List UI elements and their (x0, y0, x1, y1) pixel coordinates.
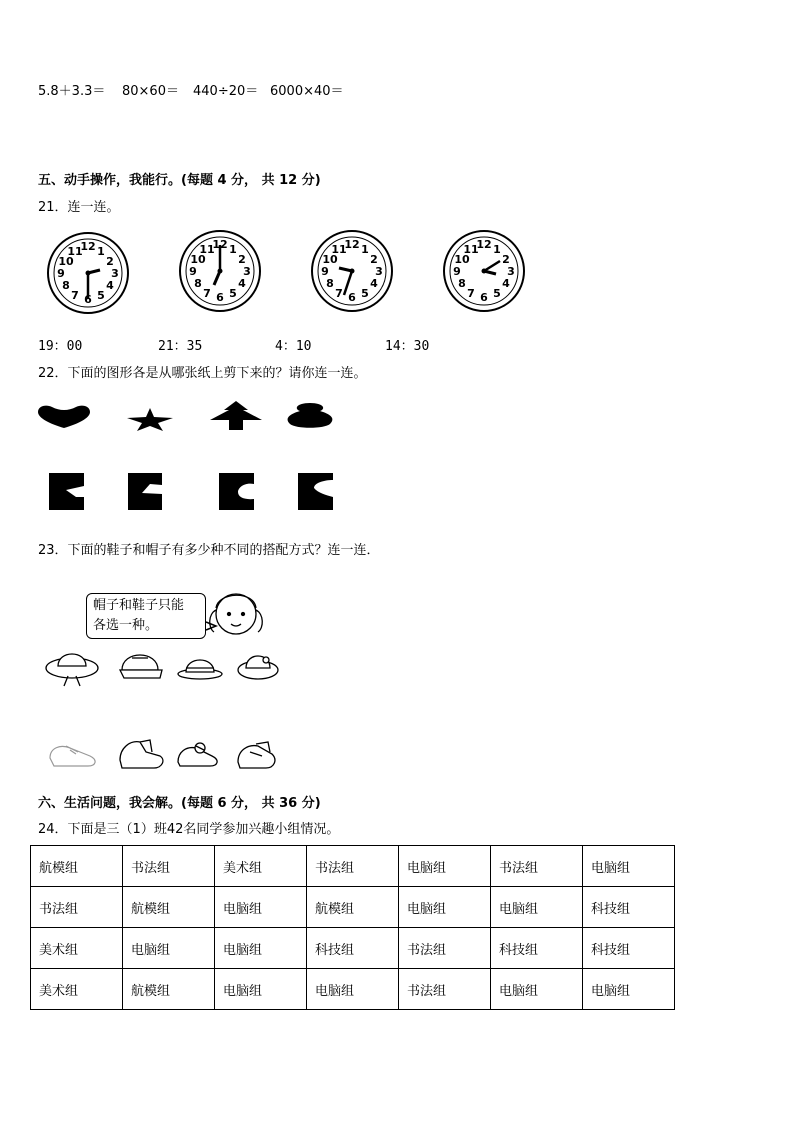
svg-text:3: 3 (507, 265, 515, 278)
table-cell: 书法组 (399, 969, 491, 1010)
time-label-2[interactable]: 21：35 (158, 339, 203, 354)
svg-text:12: 12 (80, 240, 96, 253)
svg-text:11: 11 (67, 245, 83, 258)
svg-text:11: 11 (199, 243, 215, 256)
table-cell: 美术组 (31, 969, 123, 1010)
svg-text:2: 2 (370, 253, 378, 266)
interest-group-table (30, 845, 675, 1010)
svg-text:6: 6 (84, 293, 92, 306)
calc-item-4: 6000×40＝ (270, 84, 344, 99)
svg-text:4: 4 (502, 277, 510, 290)
svg-text:8: 8 (458, 277, 466, 290)
svg-text:7: 7 (203, 287, 211, 300)
svg-text:12: 12 (344, 238, 360, 251)
svg-text:11: 11 (331, 243, 347, 256)
table-cell: 航模组 (307, 887, 399, 928)
svg-text:9: 9 (453, 265, 461, 278)
bubble-line-1: 帽子和鞋子只能 (93, 598, 185, 613)
table-row (31, 969, 675, 1010)
table-row (31, 846, 675, 887)
svg-text:12: 12 (212, 238, 228, 251)
shoe-3-icon[interactable] (178, 743, 217, 766)
table-cell: 电脑组 (491, 887, 583, 928)
table-cell: 电脑组 (399, 846, 491, 887)
table-cell: 书法组 (123, 846, 215, 887)
svg-text:1: 1 (493, 243, 501, 256)
calc-item-1: 5.8＋3.3＝ (38, 84, 106, 99)
svg-text:8: 8 (194, 277, 202, 290)
svg-text:9: 9 (189, 265, 197, 278)
svg-text:9: 9 (321, 265, 329, 278)
table-cell: 航模组 (31, 846, 123, 887)
table-cell: 电脑组 (215, 928, 307, 969)
q24-label: 24．下面是三（1）班42名同学参加兴趣小组情况。 (38, 822, 340, 837)
table-cell: 科技组 (307, 928, 399, 969)
table-cell: 电脑组 (123, 928, 215, 969)
table-cell: 书法组 (307, 846, 399, 887)
table-cell: 美术组 (215, 846, 307, 887)
hat-4-icon[interactable] (238, 656, 278, 679)
table-cell: 电脑组 (399, 887, 491, 928)
bubble-line-2: 各选一种。 (93, 618, 159, 633)
svg-text:5: 5 (493, 287, 501, 300)
svg-text:3: 3 (111, 267, 119, 280)
table-cell: 航模组 (123, 887, 215, 928)
table-cell: 电脑组 (583, 969, 675, 1010)
calc-item-3: 440÷20＝ (193, 84, 259, 99)
svg-text:10: 10 (454, 253, 470, 266)
svg-text:6: 6 (216, 291, 224, 304)
svg-text:7: 7 (71, 289, 79, 302)
svg-text:3: 3 (243, 265, 251, 278)
svg-text:12: 12 (476, 238, 492, 251)
table-cell: 科技组 (583, 928, 675, 969)
table-cell: 科技组 (491, 928, 583, 969)
svg-text:10: 10 (58, 255, 74, 268)
shoe-2-icon[interactable] (120, 740, 163, 768)
q22-label: 22．下面的图形各是从哪张纸上剪下来的？请你连一连。 (38, 366, 367, 381)
svg-text:3: 3 (375, 265, 383, 278)
time-label-1[interactable]: 19：00 (38, 339, 83, 354)
svg-text:4: 4 (370, 277, 378, 290)
svg-text:5: 5 (229, 287, 237, 300)
table-cell: 书法组 (491, 846, 583, 887)
q21-label: 21．连一连。 (38, 200, 120, 215)
table-cell: 电脑组 (307, 969, 399, 1010)
svg-text:2: 2 (502, 253, 510, 266)
table-row (31, 928, 675, 969)
table-cell: 书法组 (399, 928, 491, 969)
time-label-4[interactable]: 14：30 (385, 339, 430, 354)
table-cell: 航模组 (123, 969, 215, 1010)
svg-text:1: 1 (97, 245, 105, 258)
shoe-4-icon[interactable] (238, 742, 275, 768)
svg-text:4: 4 (238, 277, 246, 290)
svg-text:8: 8 (62, 279, 70, 292)
svg-text:6: 6 (480, 291, 488, 304)
table-cell: 美术组 (31, 928, 123, 969)
girl-icon (210, 594, 263, 634)
svg-text:8: 8 (326, 277, 334, 290)
table-cell: 书法组 (31, 887, 123, 928)
svg-text:4: 4 (106, 279, 114, 292)
svg-text:5: 5 (97, 289, 105, 302)
table-cell: 电脑组 (215, 887, 307, 928)
svg-text:1: 1 (229, 243, 237, 256)
hat-3-icon[interactable] (178, 660, 222, 679)
shoe-1-icon[interactable] (50, 746, 95, 766)
table-cell: 电脑组 (491, 969, 583, 1010)
svg-text:11: 11 (463, 243, 479, 256)
svg-text:5: 5 (361, 287, 369, 300)
svg-text:7: 7 (467, 287, 475, 300)
svg-text:2: 2 (106, 255, 114, 268)
hat-2-icon[interactable] (120, 655, 162, 678)
q23-label: 23．下面的鞋子和帽子有多少种不同的搭配方式？连一连． (38, 543, 380, 558)
time-label-3[interactable]: 4：10 (275, 339, 312, 354)
svg-text:10: 10 (322, 253, 338, 266)
section5-heading: 五、动手操作，我能行。(每题 4 分， 共 12 分) (38, 173, 321, 188)
svg-text:9: 9 (57, 267, 65, 280)
svg-text:1: 1 (361, 243, 369, 256)
calc-item-2: 80×60＝ (122, 84, 179, 99)
table-cell: 科技组 (583, 887, 675, 928)
svg-text:6: 6 (348, 291, 356, 304)
hat-1-icon[interactable] (46, 654, 98, 686)
table-cell: 电脑组 (215, 969, 307, 1010)
section6-heading: 六、生活问题，我会解。(每题 6 分， 共 36 分) (38, 796, 321, 811)
table-row (31, 887, 675, 928)
svg-text:10: 10 (190, 253, 206, 266)
svg-text:2: 2 (238, 253, 246, 266)
table-cell: 电脑组 (583, 846, 675, 887)
svg-text:7: 7 (335, 287, 343, 300)
